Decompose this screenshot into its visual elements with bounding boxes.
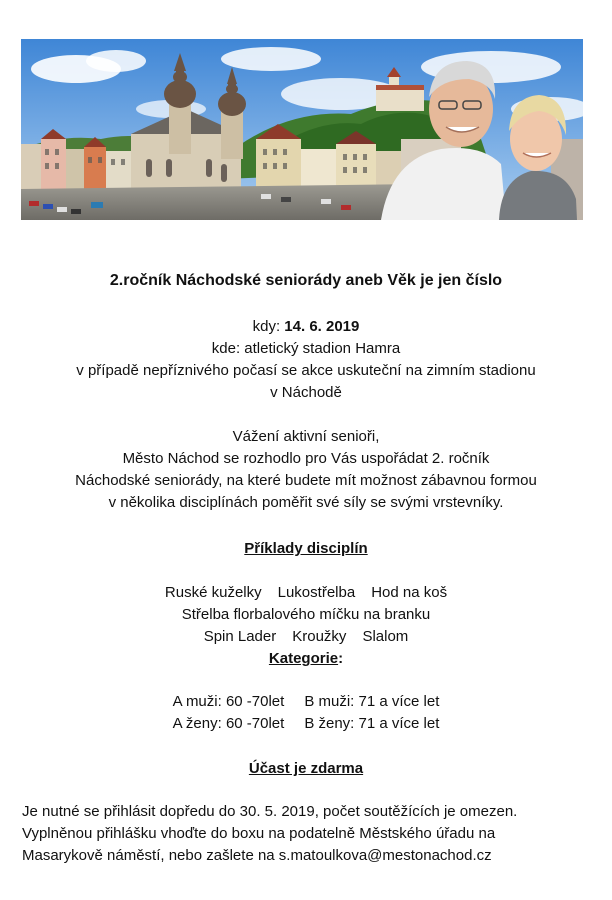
free-entry-heading: Účast je zdarma [248,760,364,777]
greeting-line: Vážení aktivní senioři, [232,428,380,445]
discipline-item: Střelba florbalového míčku na branku [181,606,431,623]
disciplines-heading: Příklady disciplín [244,540,368,557]
date-value: 14. 6. 2019 [284,318,360,335]
banner-photo [21,39,583,220]
greeting-line: v několika disciplínách poměřit své síly se svými vrstevníky. [108,494,504,511]
category-a-women: A ženy: 60 -70let [172,715,285,732]
disciplines-row-1 [0,582,612,604]
event-place: kde: atletický stadion Hamra [211,340,401,357]
categories-heading: Kategorie [268,650,339,667]
disciplines-row-3 [0,626,612,648]
categories-list [0,691,612,735]
discipline-item: Kroužky [292,628,347,645]
disciplines-list [0,582,612,648]
categories-row-women [0,713,612,735]
bad-weather-note-1: v případě nepříznivého počasí se akce uskuteční na zimním stadionu [76,362,536,379]
discipline-item: Lukostřelba [277,584,356,601]
greeting-line: Město Náchod se rozhodlo pro Vás uspořádat 2. ročník [122,450,490,467]
category-b-men: B muži: 71 a více let [304,693,440,710]
discipline-item: Spin Lader [203,628,277,645]
discipline-item: Ruské kuželky [164,584,262,601]
category-b-women: B ženy: 71 a více let [304,715,440,732]
discipline-item: Hod na koš [371,584,448,601]
date-label: kdy: [252,318,285,335]
disciplines-heading-wrap [0,538,612,560]
registration-line: Je nutné se přihlásit dopředu do 30. 5. 2019, počet soutěžících je omezen. [22,803,518,820]
registration-line: Masarykově náměstí, nebo zašlete na s.matoulkova@mestonachod.cz [22,847,492,864]
discipline-item: Slalom [362,628,409,645]
registration-line: Vyplněnou přihlášku vhoďte do boxu na podatelně Městského úřadu na [22,825,496,842]
page-title: 2.ročník Náchodské seniorády aneb Věk je jen číslo [109,272,503,289]
event-date [0,316,612,338]
category-a-men: A muži: 60 -70let [172,693,285,710]
categories-heading-colon: : [338,650,344,667]
greeting-line: Náchodské seniorády, na které budete mít možnost zábavnou formou [75,472,537,489]
registration-info [22,801,597,867]
greeting-paragraph [0,426,612,514]
disciplines-row-2 [0,604,612,626]
bad-weather-note-2: v Náchodě [270,384,342,401]
event-info [0,316,612,404]
categories-row-men [0,691,612,713]
categories-heading-wrap [0,648,612,670]
free-entry-heading-wrap [0,758,612,780]
